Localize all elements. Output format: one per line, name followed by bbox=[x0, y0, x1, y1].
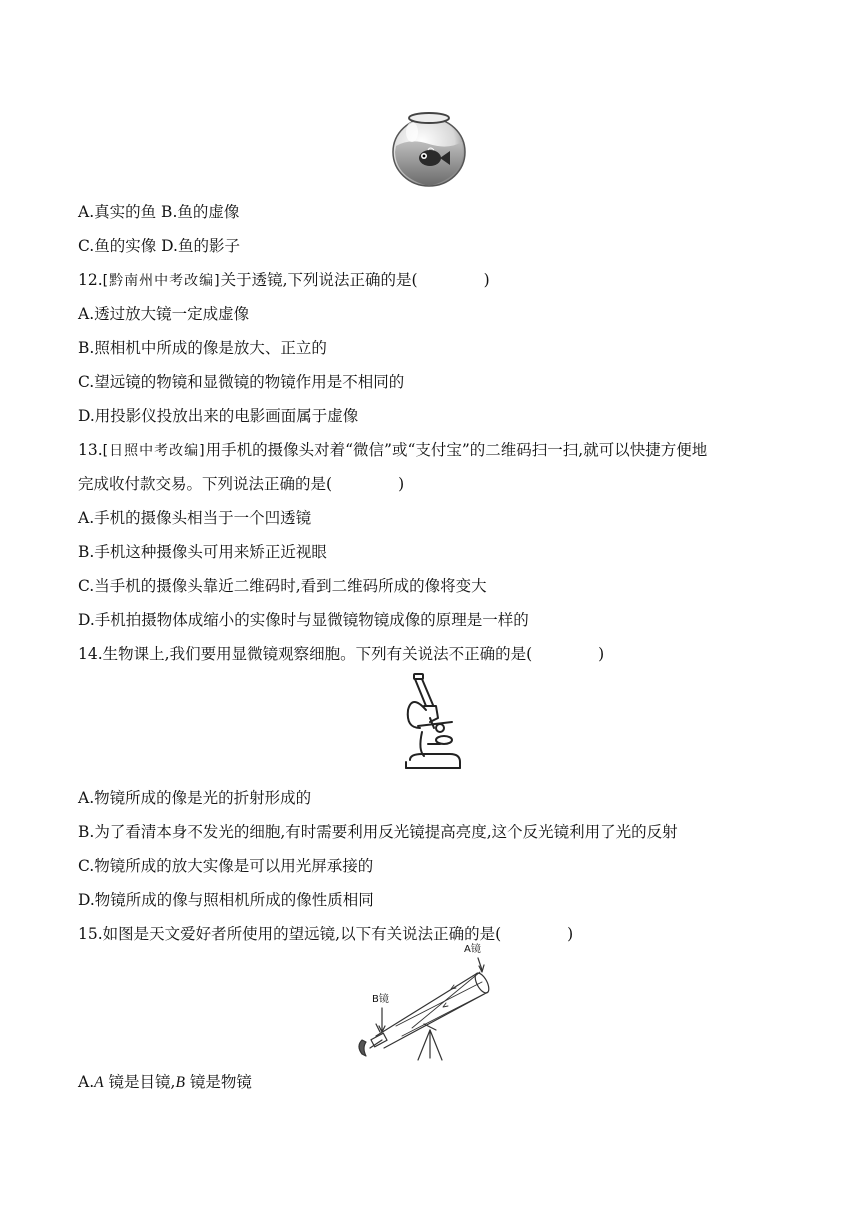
option-cd: C.鱼的实像 D.鱼的影子 bbox=[78, 237, 240, 255]
question-13-option-a: A.手机的摄像头相当于一个凹透镜 bbox=[78, 509, 312, 527]
question-text: 14.生物课上,我们要用显微镜观察细胞。下列有关说法不正确的是( bbox=[78, 645, 533, 663]
question-14-stem bbox=[78, 644, 604, 664]
microscope-icon bbox=[400, 670, 464, 774]
answer-paren-close: ) bbox=[398, 475, 405, 493]
question-text: 用手机的摄像头对着“微信”或“支付宝”的二维码扫一扫,就可以快捷方便地 bbox=[205, 441, 708, 459]
question-text: 15.如图是天文爱好者所使用的望远镜,以下有关说法正确的是( bbox=[78, 925, 502, 943]
question-14-option-c: C.物镜所成的放大实像是可以用光屏承接的 bbox=[78, 857, 374, 875]
question-13-stem-line2 bbox=[78, 474, 404, 494]
mirror-letter-a: A bbox=[94, 1074, 104, 1091]
question-13-stem-line1 bbox=[78, 440, 707, 461]
question-15-stem bbox=[78, 924, 573, 944]
answer-paren-close: ) bbox=[567, 925, 574, 943]
question-text: 完成收付款交易。下列说法正确的是( bbox=[78, 475, 333, 493]
option-ab: A.真实的鱼 B.鱼的虚像 bbox=[78, 203, 240, 221]
option-prefix: A. bbox=[78, 1073, 95, 1091]
mirror-letter-b: B bbox=[175, 1074, 185, 1091]
mirror-b-label: B镜 bbox=[372, 994, 389, 1005]
question-13-option-c: C.当手机的摄像头靠近二维码时,看到二维码所成的像将变大 bbox=[78, 577, 487, 595]
question-13-option-b: B.手机这种摄像头可用来矫正近视眼 bbox=[78, 543, 327, 561]
question-source: [日照中考改编] bbox=[102, 443, 206, 459]
option-text: 镜是目镜, bbox=[103, 1073, 176, 1091]
question-14-option-d: D.物镜所成的像与照相机所成的像性质相同 bbox=[78, 891, 374, 909]
question-12-option-a: A.透过放大镜一定成虚像 bbox=[78, 305, 250, 323]
question-12-option-d: D.用投影仪投放出来的电影画面属于虚像 bbox=[78, 407, 359, 425]
answer-paren-close: ) bbox=[598, 645, 605, 663]
answer-paren-close: ) bbox=[483, 271, 490, 289]
question-number: 12. bbox=[78, 271, 103, 289]
option-text: 镜是物镜 bbox=[184, 1073, 252, 1091]
question-source: [黔南州中考改编] bbox=[102, 273, 221, 289]
question-14-option-a: A.物镜所成的像是光的折射形成的 bbox=[78, 789, 312, 807]
question-15-option-a bbox=[78, 1072, 252, 1093]
question-13-option-d: D.手机拍摄物体成缩小的实像时与显微镜物镜成像的原理是一样的 bbox=[78, 611, 529, 629]
question-12-option-b: B.照相机中所成的像是放大、正立的 bbox=[78, 339, 327, 357]
question-text: 关于透镜,下列说法正确的是( bbox=[220, 271, 418, 289]
question-12-stem bbox=[78, 270, 490, 291]
fishbowl-icon bbox=[390, 108, 468, 188]
question-number: 13. bbox=[78, 441, 103, 459]
question-14-option-b: B.为了看清本身不发光的细胞,有时需要利用反光镜提高亮度,这个反光镜利用了光的反射 bbox=[78, 823, 678, 841]
question-12-option-c: C.望远镜的物镜和显微镜的物镜作用是不相同的 bbox=[78, 373, 405, 391]
mirror-a-label: A镜 bbox=[464, 944, 481, 955]
